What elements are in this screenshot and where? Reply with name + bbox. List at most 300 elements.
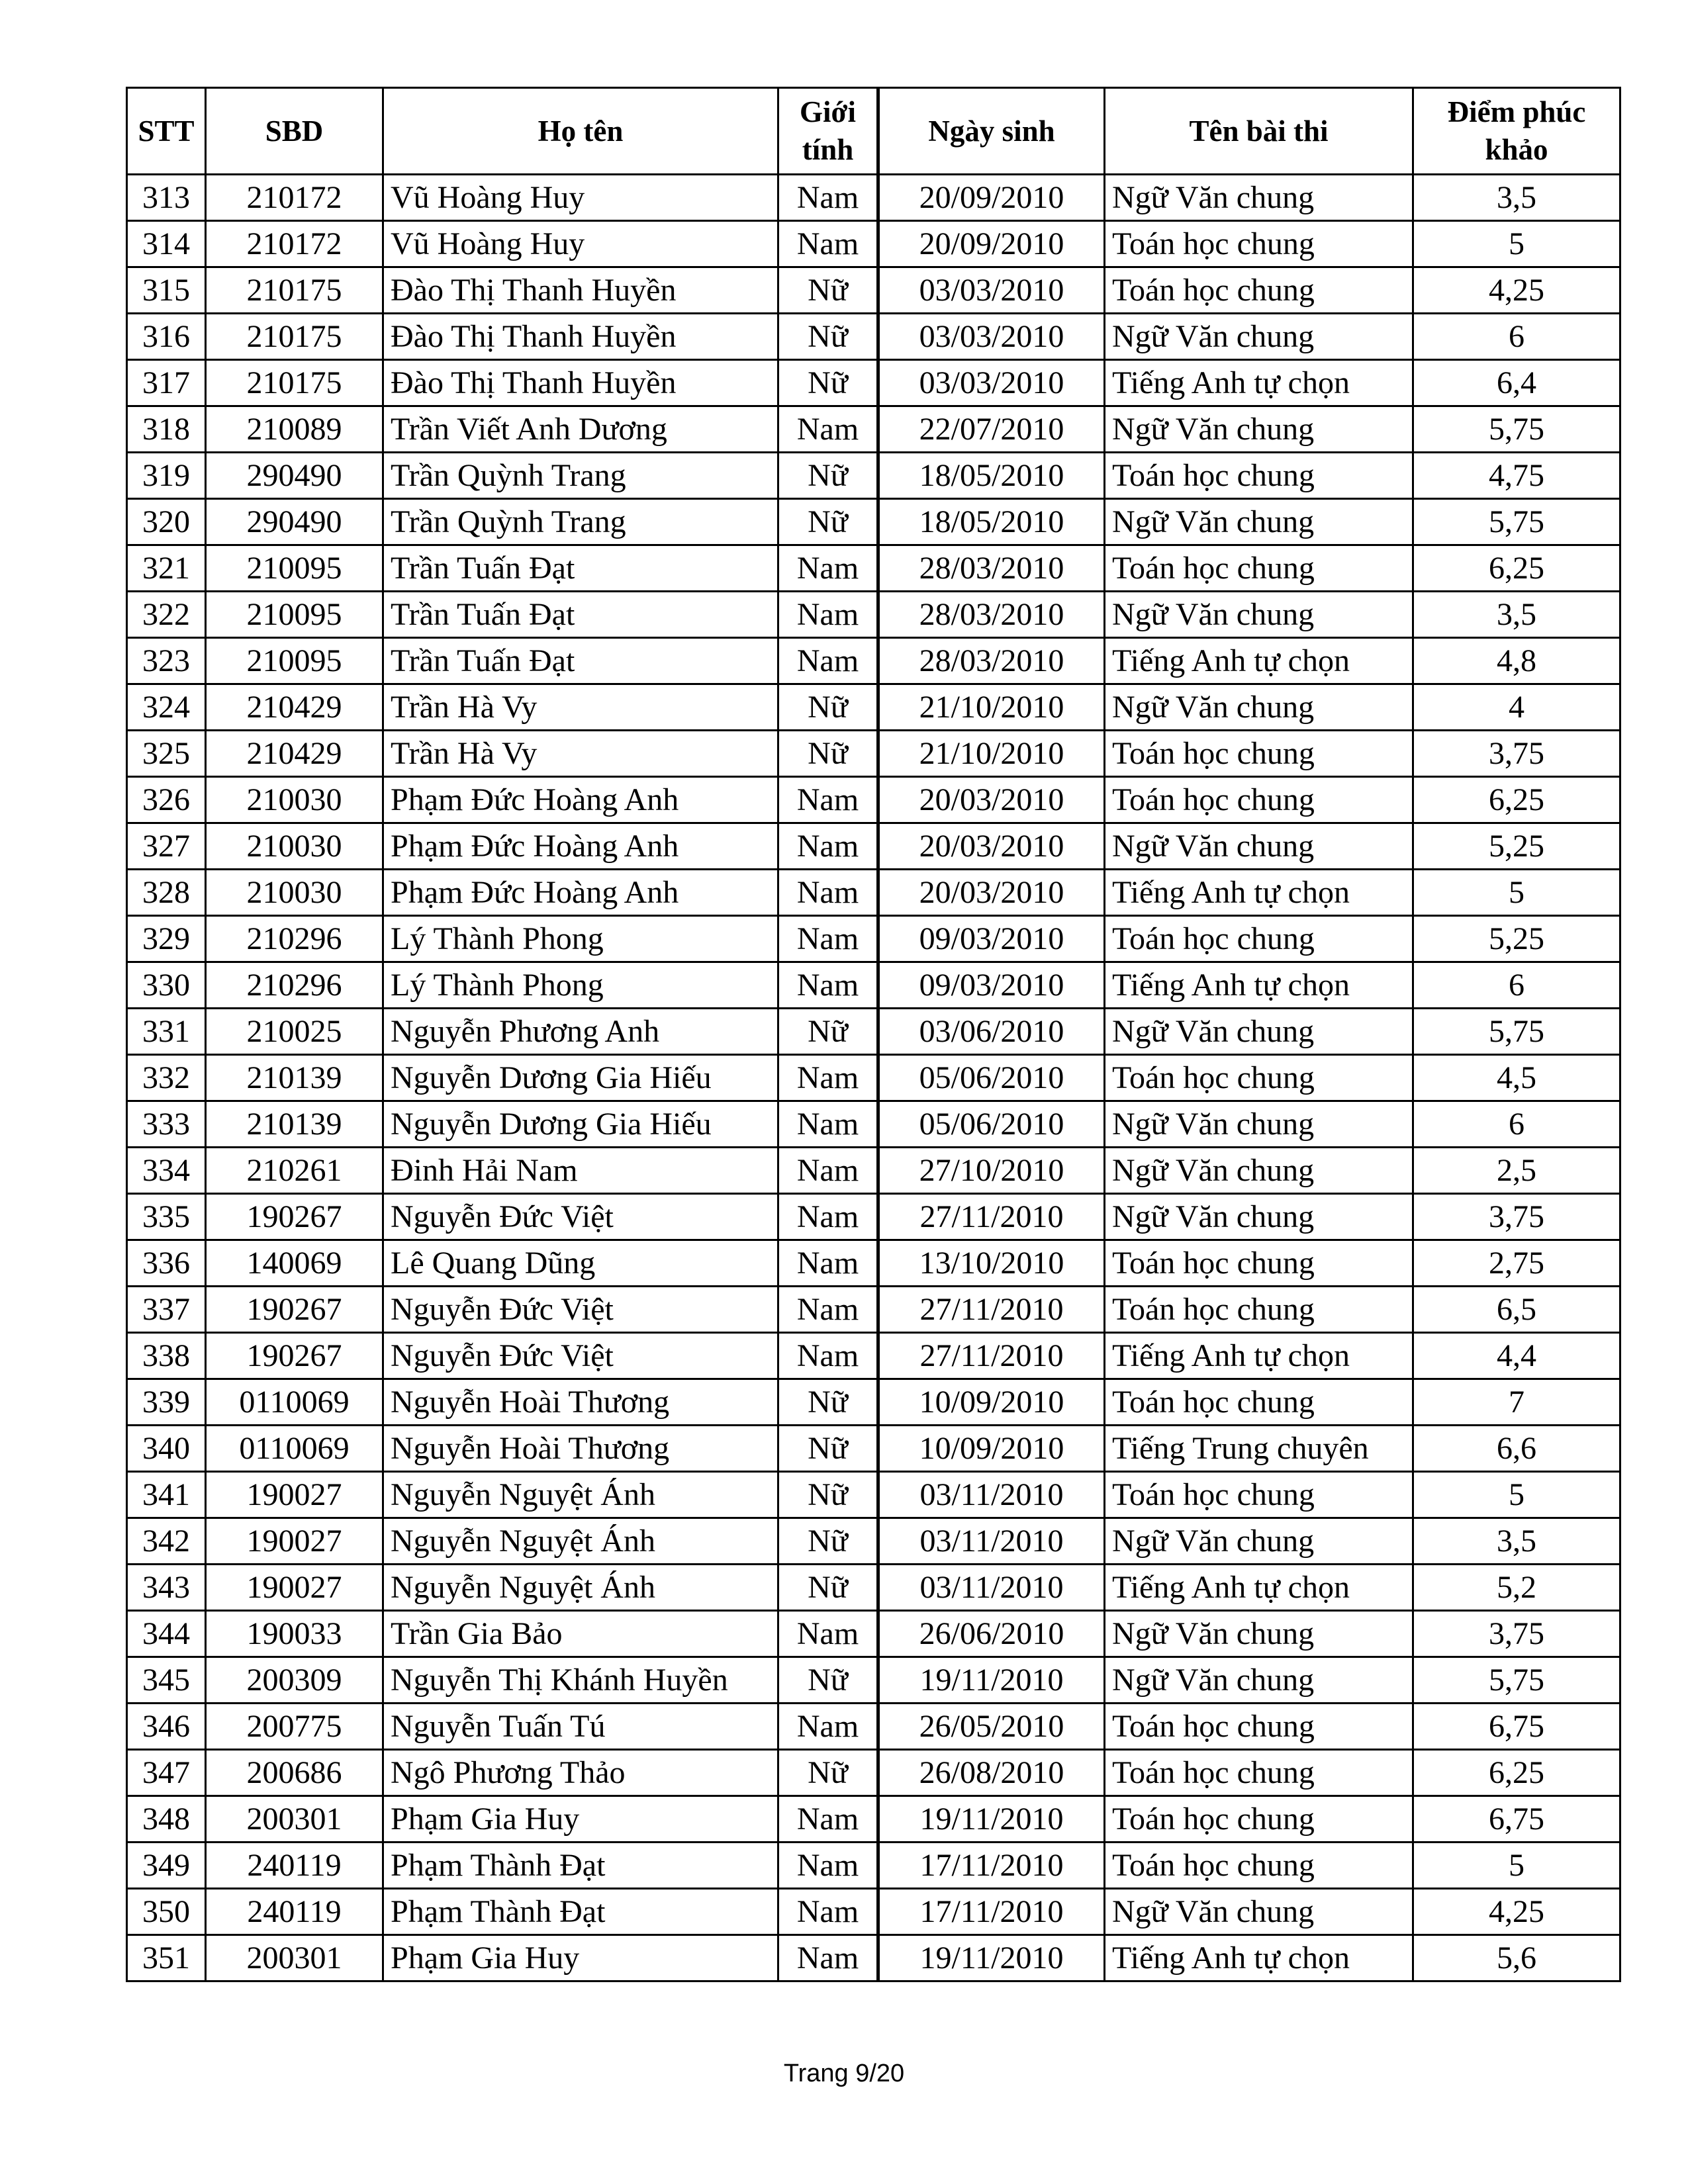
cell-gioi-tinh: Nam — [778, 1055, 878, 1101]
table-row — [127, 1101, 1620, 1148]
table-row — [127, 499, 1620, 545]
cell-diem: 5,75 — [1413, 1009, 1620, 1055]
cell-diem: 2,5 — [1413, 1148, 1620, 1194]
cell-ho-ten: Phạm Thành Đạt — [383, 1889, 778, 1935]
cell-ngay-sinh: 22/07/2010 — [878, 406, 1105, 453]
cell-ngay-sinh: 21/10/2010 — [878, 731, 1105, 777]
table-row — [127, 360, 1620, 406]
cell-ten-bai-thi: Toán học chung — [1105, 1240, 1413, 1287]
cell-ngay-sinh: 03/11/2010 — [878, 1518, 1105, 1565]
table-row — [127, 1843, 1620, 1889]
cell-stt: 321 — [127, 545, 206, 592]
cell-diem: 4,25 — [1413, 1889, 1620, 1935]
cell-ngay-sinh: 18/05/2010 — [878, 453, 1105, 499]
cell-stt: 344 — [127, 1611, 206, 1657]
cell-ten-bai-thi: Ngữ Văn chung — [1105, 1194, 1413, 1240]
cell-ngay-sinh: 20/09/2010 — [878, 221, 1105, 267]
cell-diem: 5 — [1413, 870, 1620, 916]
cell-sbd: 210296 — [206, 962, 383, 1009]
cell-stt: 341 — [127, 1472, 206, 1518]
cell-stt: 320 — [127, 499, 206, 545]
cell-stt: 322 — [127, 592, 206, 638]
cell-ngay-sinh: 05/06/2010 — [878, 1101, 1105, 1148]
cell-ngay-sinh: 21/10/2010 — [878, 684, 1105, 731]
cell-sbd: 210429 — [206, 731, 383, 777]
cell-sbd: 190267 — [206, 1194, 383, 1240]
cell-ten-bai-thi: Ngữ Văn chung — [1105, 1518, 1413, 1565]
cell-stt: 339 — [127, 1379, 206, 1426]
table-row — [127, 1889, 1620, 1935]
table-row — [127, 962, 1620, 1009]
cell-diem: 6 — [1413, 1101, 1620, 1148]
cell-ho-ten: Nguyễn Thị Khánh Huyền — [383, 1657, 778, 1704]
cell-ngay-sinh: 20/03/2010 — [878, 777, 1105, 823]
cell-sbd: 210175 — [206, 360, 383, 406]
cell-stt: 336 — [127, 1240, 206, 1287]
table-row — [127, 638, 1620, 684]
cell-diem: 5,75 — [1413, 499, 1620, 545]
cell-stt: 346 — [127, 1704, 206, 1750]
cell-diem: 5,2 — [1413, 1565, 1620, 1611]
cell-diem: 3,5 — [1413, 1518, 1620, 1565]
cell-gioi-tinh: Nam — [778, 1843, 878, 1889]
cell-ngay-sinh: 26/06/2010 — [878, 1611, 1105, 1657]
cell-ho-ten: Nguyễn Đức Việt — [383, 1194, 778, 1240]
cell-stt: 325 — [127, 731, 206, 777]
cell-stt: 315 — [127, 267, 206, 314]
cell-ten-bai-thi: Ngữ Văn chung — [1105, 406, 1413, 453]
cell-ngay-sinh: 26/05/2010 — [878, 1704, 1105, 1750]
header-sbd: SBD — [206, 88, 383, 175]
cell-stt: 347 — [127, 1750, 206, 1796]
cell-gioi-tinh: Nam — [778, 1101, 878, 1148]
cell-ngay-sinh: 09/03/2010 — [878, 962, 1105, 1009]
cell-ho-ten: Lý Thành Phong — [383, 916, 778, 962]
cell-gioi-tinh: Nam — [778, 1287, 878, 1333]
cell-ten-bai-thi: Ngữ Văn chung — [1105, 314, 1413, 360]
cell-gioi-tinh: Nữ — [778, 684, 878, 731]
table-row — [127, 453, 1620, 499]
cell-ten-bai-thi: Toán học chung — [1105, 453, 1413, 499]
table-header — [127, 88, 1620, 175]
cell-ten-bai-thi: Toán học chung — [1105, 731, 1413, 777]
table-row — [127, 1194, 1620, 1240]
cell-ngay-sinh: 10/09/2010 — [878, 1379, 1105, 1426]
cell-gioi-tinh: Nam — [778, 777, 878, 823]
cell-ngay-sinh: 20/03/2010 — [878, 823, 1105, 870]
table-row — [127, 406, 1620, 453]
cell-ten-bai-thi: Ngữ Văn chung — [1105, 1657, 1413, 1704]
cell-stt: 314 — [127, 221, 206, 267]
cell-diem: 3,75 — [1413, 1611, 1620, 1657]
cell-ten-bai-thi: Toán học chung — [1105, 1704, 1413, 1750]
table-row — [127, 1704, 1620, 1750]
table-row — [127, 1750, 1620, 1796]
cell-gioi-tinh: Nam — [778, 1194, 878, 1240]
cell-sbd: 190027 — [206, 1518, 383, 1565]
table-row — [127, 684, 1620, 731]
cell-diem: 6,25 — [1413, 545, 1620, 592]
cell-sbd: 0110069 — [206, 1379, 383, 1426]
cell-gioi-tinh: Nam — [778, 962, 878, 1009]
cell-ho-ten: Phạm Thành Đạt — [383, 1843, 778, 1889]
cell-stt: 343 — [127, 1565, 206, 1611]
cell-ngay-sinh: 05/06/2010 — [878, 1055, 1105, 1101]
cell-ho-ten: Trần Tuấn Đạt — [383, 638, 778, 684]
cell-ho-ten: Trần Tuấn Đạt — [383, 545, 778, 592]
cell-ngay-sinh: 18/05/2010 — [878, 499, 1105, 545]
cell-sbd: 210139 — [206, 1055, 383, 1101]
cell-gioi-tinh: Nam — [778, 545, 878, 592]
cell-stt: 350 — [127, 1889, 206, 1935]
cell-gioi-tinh: Nam — [778, 1333, 878, 1379]
table-body — [127, 175, 1620, 1981]
table-row — [127, 1333, 1620, 1379]
cell-ngay-sinh: 13/10/2010 — [878, 1240, 1105, 1287]
cell-sbd: 290490 — [206, 453, 383, 499]
table-row — [127, 545, 1620, 592]
cell-diem: 5,75 — [1413, 406, 1620, 453]
cell-sbd: 210095 — [206, 545, 383, 592]
cell-gioi-tinh: Nam — [778, 1704, 878, 1750]
cell-sbd: 210139 — [206, 1101, 383, 1148]
cell-stt: 319 — [127, 453, 206, 499]
cell-stt: 337 — [127, 1287, 206, 1333]
table-row — [127, 731, 1620, 777]
cell-ho-ten: Nguyễn Phương Anh — [383, 1009, 778, 1055]
cell-ho-ten: Đào Thị Thanh Huyền — [383, 267, 778, 314]
cell-sbd: 200301 — [206, 1935, 383, 1981]
cell-sbd: 190267 — [206, 1287, 383, 1333]
cell-ho-ten: Lý Thành Phong — [383, 962, 778, 1009]
cell-gioi-tinh: Nữ — [778, 499, 878, 545]
cell-ten-bai-thi: Ngữ Văn chung — [1105, 1611, 1413, 1657]
table-row — [127, 777, 1620, 823]
cell-sbd: 210030 — [206, 870, 383, 916]
cell-diem: 6,4 — [1413, 360, 1620, 406]
cell-diem: 6,75 — [1413, 1796, 1620, 1843]
cell-stt: 334 — [127, 1148, 206, 1194]
cell-diem: 3,75 — [1413, 1194, 1620, 1240]
cell-stt: 342 — [127, 1518, 206, 1565]
cell-ngay-sinh: 28/03/2010 — [878, 545, 1105, 592]
table-row — [127, 1796, 1620, 1843]
cell-diem: 6,25 — [1413, 777, 1620, 823]
cell-ho-ten: Phạm Gia Huy — [383, 1935, 778, 1981]
cell-ho-ten: Ngô Phương Thảo — [383, 1750, 778, 1796]
cell-sbd: 210175 — [206, 314, 383, 360]
cell-ngay-sinh: 19/11/2010 — [878, 1935, 1105, 1981]
cell-stt: 338 — [127, 1333, 206, 1379]
cell-diem: 7 — [1413, 1379, 1620, 1426]
cell-ten-bai-thi: Toán học chung — [1105, 1750, 1413, 1796]
cell-ho-ten: Phạm Đức Hoàng Anh — [383, 777, 778, 823]
cell-stt: 318 — [127, 406, 206, 453]
cell-gioi-tinh: Nam — [778, 1611, 878, 1657]
cell-sbd: 200775 — [206, 1704, 383, 1750]
cell-ten-bai-thi: Ngữ Văn chung — [1105, 592, 1413, 638]
cell-ngay-sinh: 26/08/2010 — [878, 1750, 1105, 1796]
cell-sbd: 200301 — [206, 1796, 383, 1843]
cell-sbd: 210172 — [206, 221, 383, 267]
cell-sbd: 210030 — [206, 823, 383, 870]
table-row — [127, 1148, 1620, 1194]
cell-stt: 340 — [127, 1426, 206, 1472]
cell-ten-bai-thi: Tiếng Anh tự chọn — [1105, 1935, 1413, 1981]
cell-gioi-tinh: Nam — [778, 1935, 878, 1981]
cell-diem: 5 — [1413, 1472, 1620, 1518]
cell-ten-bai-thi: Ngữ Văn chung — [1105, 175, 1413, 221]
cell-gioi-tinh: Nữ — [778, 453, 878, 499]
cell-ten-bai-thi: Toán học chung — [1105, 916, 1413, 962]
cell-diem: 3,75 — [1413, 731, 1620, 777]
cell-gioi-tinh: Nữ — [778, 267, 878, 314]
cell-sbd: 0110069 — [206, 1426, 383, 1472]
cell-ho-ten: Nguyễn Đức Việt — [383, 1287, 778, 1333]
cell-stt: 335 — [127, 1194, 206, 1240]
cell-ten-bai-thi: Ngữ Văn chung — [1105, 1101, 1413, 1148]
cell-gioi-tinh: Nam — [778, 592, 878, 638]
cell-gioi-tinh: Nam — [778, 1240, 878, 1287]
cell-gioi-tinh: Nam — [778, 638, 878, 684]
cell-diem: 4,4 — [1413, 1333, 1620, 1379]
table-row — [127, 1611, 1620, 1657]
table-row — [127, 1426, 1620, 1472]
cell-ho-ten: Nguyễn Nguyệt Ánh — [383, 1565, 778, 1611]
cell-ngay-sinh: 03/11/2010 — [878, 1565, 1105, 1611]
cell-ten-bai-thi: Toán học chung — [1105, 777, 1413, 823]
cell-ten-bai-thi: Toán học chung — [1105, 221, 1413, 267]
cell-sbd: 210429 — [206, 684, 383, 731]
cell-gioi-tinh: Nữ — [778, 1657, 878, 1704]
header-ngay-sinh: Ngày sinh — [878, 88, 1105, 175]
cell-diem: 2,75 — [1413, 1240, 1620, 1287]
table-row — [127, 267, 1620, 314]
cell-gioi-tinh: Nam — [778, 175, 878, 221]
cell-gioi-tinh: Nữ — [778, 360, 878, 406]
cell-ten-bai-thi: Toán học chung — [1105, 1287, 1413, 1333]
cell-sbd: 210175 — [206, 267, 383, 314]
cell-gioi-tinh: Nữ — [778, 1518, 878, 1565]
cell-stt: 328 — [127, 870, 206, 916]
cell-stt: 313 — [127, 175, 206, 221]
cell-ho-ten: Trần Quỳnh Trang — [383, 453, 778, 499]
cell-sbd: 190027 — [206, 1565, 383, 1611]
cell-stt: 332 — [127, 1055, 206, 1101]
cell-ngay-sinh: 27/11/2010 — [878, 1194, 1105, 1240]
cell-ngay-sinh: 19/11/2010 — [878, 1657, 1105, 1704]
cell-diem: 5,25 — [1413, 916, 1620, 962]
cell-ten-bai-thi: Tiếng Anh tự chọn — [1105, 360, 1413, 406]
cell-diem: 6 — [1413, 962, 1620, 1009]
table-row — [127, 175, 1620, 221]
cell-ho-ten: Nguyễn Hoài Thương — [383, 1426, 778, 1472]
table-row — [127, 916, 1620, 962]
cell-ten-bai-thi: Toán học chung — [1105, 1843, 1413, 1889]
cell-sbd: 210172 — [206, 175, 383, 221]
cell-ten-bai-thi: Toán học chung — [1105, 1796, 1413, 1843]
cell-ngay-sinh: 28/03/2010 — [878, 592, 1105, 638]
header-row — [127, 88, 1620, 175]
cell-ngay-sinh: 17/11/2010 — [878, 1889, 1105, 1935]
cell-ho-ten: Trần Gia Bảo — [383, 1611, 778, 1657]
cell-ho-ten: Đào Thị Thanh Huyền — [383, 360, 778, 406]
cell-sbd: 240119 — [206, 1843, 383, 1889]
cell-ho-ten: Phạm Đức Hoàng Anh — [383, 870, 778, 916]
header-ho-ten: Họ tên — [383, 88, 778, 175]
cell-stt: 323 — [127, 638, 206, 684]
cell-sbd: 190033 — [206, 1611, 383, 1657]
cell-diem: 6 — [1413, 314, 1620, 360]
cell-ten-bai-thi: Tiếng Anh tự chọn — [1105, 962, 1413, 1009]
cell-ten-bai-thi: Ngữ Văn chung — [1105, 684, 1413, 731]
cell-stt: 349 — [127, 1843, 206, 1889]
cell-ho-ten: Nguyễn Nguyệt Ánh — [383, 1518, 778, 1565]
cell-ho-ten: Lê Quang Dũng — [383, 1240, 778, 1287]
cell-gioi-tinh: Nam — [778, 221, 878, 267]
cell-stt: 327 — [127, 823, 206, 870]
cell-gioi-tinh: Nam — [778, 916, 878, 962]
cell-ho-ten: Vũ Hoàng Huy — [383, 175, 778, 221]
table-row — [127, 1287, 1620, 1333]
cell-sbd: 210296 — [206, 916, 383, 962]
cell-sbd: 210025 — [206, 1009, 383, 1055]
cell-ten-bai-thi: Ngữ Văn chung — [1105, 1009, 1413, 1055]
cell-stt: 324 — [127, 684, 206, 731]
cell-ngay-sinh: 27/11/2010 — [878, 1333, 1105, 1379]
cell-ho-ten: Nguyễn Nguyệt Ánh — [383, 1472, 778, 1518]
cell-sbd: 140069 — [206, 1240, 383, 1287]
table-row — [127, 592, 1620, 638]
cell-ngay-sinh: 03/11/2010 — [878, 1472, 1105, 1518]
table-row — [127, 1055, 1620, 1101]
cell-diem: 3,5 — [1413, 175, 1620, 221]
header-diem-phuc-khao: Điểm phúc khảo — [1413, 88, 1620, 175]
cell-diem: 4,75 — [1413, 453, 1620, 499]
cell-ho-ten: Phạm Đức Hoàng Anh — [383, 823, 778, 870]
cell-diem: 6,5 — [1413, 1287, 1620, 1333]
table-row — [127, 870, 1620, 916]
cell-stt: 345 — [127, 1657, 206, 1704]
cell-stt: 333 — [127, 1101, 206, 1148]
cell-ho-ten: Nguyễn Đức Việt — [383, 1333, 778, 1379]
cell-gioi-tinh: Nữ — [778, 1750, 878, 1796]
cell-ten-bai-thi: Tiếng Trung chuyên — [1105, 1426, 1413, 1472]
cell-diem: 5 — [1413, 221, 1620, 267]
table-row — [127, 1240, 1620, 1287]
cell-stt: 348 — [127, 1796, 206, 1843]
cell-ten-bai-thi: Ngữ Văn chung — [1105, 1148, 1413, 1194]
cell-sbd: 210095 — [206, 592, 383, 638]
cell-stt: 317 — [127, 360, 206, 406]
cell-ten-bai-thi: Toán học chung — [1105, 267, 1413, 314]
cell-diem: 4 — [1413, 684, 1620, 731]
table-row — [127, 1379, 1620, 1426]
cell-gioi-tinh: Nữ — [778, 1472, 878, 1518]
cell-gioi-tinh: Nam — [778, 1148, 878, 1194]
cell-ho-ten: Trần Tuấn Đạt — [383, 592, 778, 638]
cell-sbd: 190027 — [206, 1472, 383, 1518]
table-row — [127, 314, 1620, 360]
cell-ngay-sinh: 17/11/2010 — [878, 1843, 1105, 1889]
cell-ngay-sinh: 27/10/2010 — [878, 1148, 1105, 1194]
cell-sbd: 210089 — [206, 406, 383, 453]
cell-ngay-sinh: 19/11/2010 — [878, 1796, 1105, 1843]
table-row — [127, 1472, 1620, 1518]
cell-ten-bai-thi: Tiếng Anh tự chọn — [1105, 870, 1413, 916]
cell-ho-ten: Nguyễn Dương Gia Hiếu — [383, 1101, 778, 1148]
cell-sbd: 200686 — [206, 1750, 383, 1796]
cell-ngay-sinh: 03/06/2010 — [878, 1009, 1105, 1055]
cell-ten-bai-thi: Tiếng Anh tự chọn — [1105, 1333, 1413, 1379]
cell-stt: 316 — [127, 314, 206, 360]
cell-diem: 5,75 — [1413, 1657, 1620, 1704]
cell-diem: 5,25 — [1413, 823, 1620, 870]
cell-stt: 329 — [127, 916, 206, 962]
table-row — [127, 1518, 1620, 1565]
cell-gioi-tinh: Nam — [778, 870, 878, 916]
cell-ngay-sinh: 03/03/2010 — [878, 314, 1105, 360]
cell-sbd: 200309 — [206, 1657, 383, 1704]
cell-ho-ten: Trần Quỳnh Trang — [383, 499, 778, 545]
table-row — [127, 823, 1620, 870]
cell-gioi-tinh: Nữ — [778, 1009, 878, 1055]
cell-ten-bai-thi: Tiếng Anh tự chọn — [1105, 1565, 1413, 1611]
cell-stt: 326 — [127, 777, 206, 823]
cell-ten-bai-thi: Toán học chung — [1105, 1472, 1413, 1518]
cell-ho-ten: Vũ Hoàng Huy — [383, 221, 778, 267]
cell-gioi-tinh: Nam — [778, 1889, 878, 1935]
cell-sbd: 190267 — [206, 1333, 383, 1379]
cell-sbd: 210095 — [206, 638, 383, 684]
cell-ngay-sinh: 03/03/2010 — [878, 360, 1105, 406]
cell-ngay-sinh: 09/03/2010 — [878, 916, 1105, 962]
cell-ten-bai-thi: Toán học chung — [1105, 1055, 1413, 1101]
cell-gioi-tinh: Nữ — [778, 314, 878, 360]
cell-ngay-sinh: 20/09/2010 — [878, 175, 1105, 221]
cell-diem: 6,25 — [1413, 1750, 1620, 1796]
cell-stt: 330 — [127, 962, 206, 1009]
cell-ten-bai-thi: Toán học chung — [1105, 1379, 1413, 1426]
cell-ho-ten: Nguyễn Tuấn Tú — [383, 1704, 778, 1750]
cell-ho-ten: Nguyễn Dương Gia Hiếu — [383, 1055, 778, 1101]
cell-ngay-sinh: 20/03/2010 — [878, 870, 1105, 916]
cell-ngay-sinh: 10/09/2010 — [878, 1426, 1105, 1472]
cell-ho-ten: Đào Thị Thanh Huyền — [383, 314, 778, 360]
cell-ngay-sinh: 03/03/2010 — [878, 267, 1105, 314]
page-number: Trang 9/20 — [783, 2060, 905, 2087]
cell-diem: 6,75 — [1413, 1704, 1620, 1750]
cell-ten-bai-thi: Ngữ Văn chung — [1105, 1889, 1413, 1935]
cell-ho-ten: Trần Hà Vy — [383, 684, 778, 731]
cell-diem: 5 — [1413, 1843, 1620, 1889]
score-table — [126, 87, 1621, 1982]
cell-gioi-tinh: Nam — [778, 406, 878, 453]
header-stt: STT — [127, 88, 206, 175]
cell-diem: 4,5 — [1413, 1055, 1620, 1101]
cell-ngay-sinh: 28/03/2010 — [878, 638, 1105, 684]
cell-ten-bai-thi: Toán học chung — [1105, 545, 1413, 592]
cell-ho-ten: Đinh Hải Nam — [383, 1148, 778, 1194]
cell-ho-ten: Trần Hà Vy — [383, 731, 778, 777]
cell-sbd: 290490 — [206, 499, 383, 545]
cell-ten-bai-thi: Ngữ Văn chung — [1105, 499, 1413, 545]
cell-diem: 4,8 — [1413, 638, 1620, 684]
table-row — [127, 1565, 1620, 1611]
cell-gioi-tinh: Nữ — [778, 1426, 878, 1472]
table-row — [127, 1657, 1620, 1704]
cell-gioi-tinh: Nữ — [778, 1379, 878, 1426]
